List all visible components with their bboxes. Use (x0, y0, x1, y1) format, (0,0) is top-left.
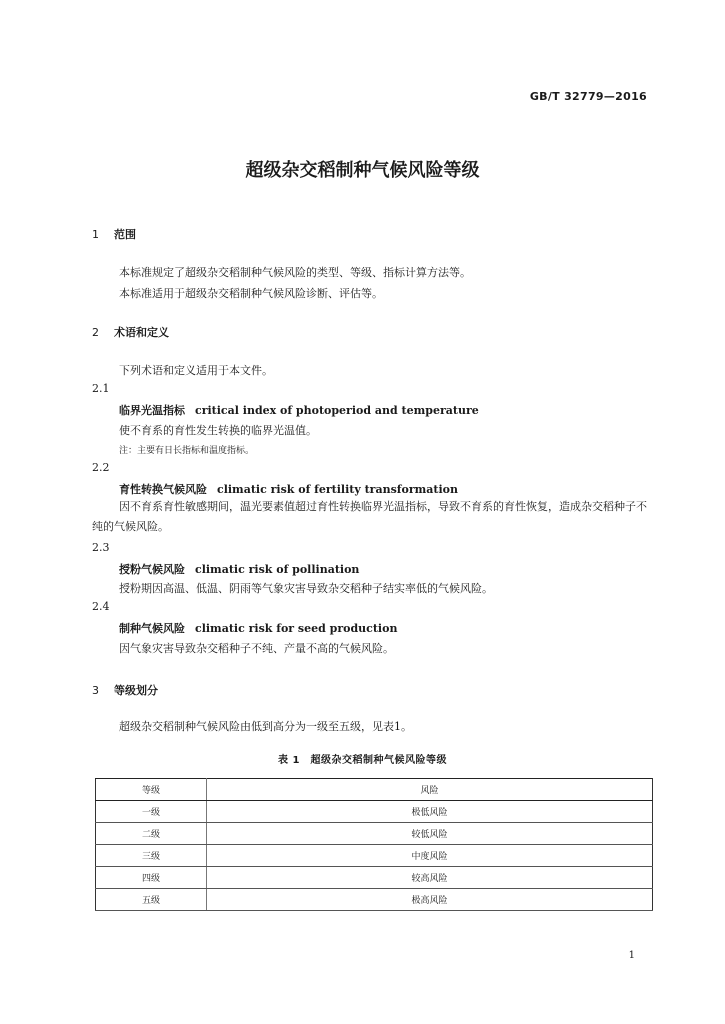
clause-number: 2.3 (92, 541, 110, 554)
document-title: 超级杂交稻制种气候风险等级 (245, 160, 480, 181)
section-title: 术语和定义 (114, 326, 169, 339)
section-number: 1 (92, 228, 99, 241)
grade-cell: 五级 (96, 889, 207, 911)
term-definition: 因气象灾害导致杂交稻种子不纯、产量不高的气候风险。 (119, 642, 394, 655)
term-definition: 因不育系育性敏感期间，温光要素值超过育性转换临界光温指标，导致不育系的育性恢复，造成杂交稻种子不纯的气候风险。 (92, 500, 647, 533)
column-header: 风险 (207, 779, 653, 801)
table-header-row (96, 779, 653, 801)
section-heading-scope (92, 226, 136, 242)
term-zh: 临界光温指标 (119, 404, 185, 417)
grade-cell: 一级 (96, 801, 207, 823)
clause-number: 2.2 (92, 461, 110, 474)
table-row (96, 867, 653, 889)
grades-intro: 超级杂交稻制种气候风险由低到高分为一级至五级，见表1。 (119, 720, 412, 733)
column-header: 等级 (96, 779, 207, 801)
term-en: climatic risk of fertility transformation (217, 483, 458, 496)
section-heading-grades (92, 682, 158, 698)
term-zh: 制种气候风险 (119, 622, 185, 635)
term-en: critical index of photoperiod and temperature (195, 404, 479, 417)
risk-cell: 较高风险 (207, 867, 653, 889)
term-definition: 使不育系的育性发生转换的临界光温值。 (119, 424, 317, 437)
scope-paragraph-1: 本标准规定了超级杂交稻制种气候风险的类型、等级、指标计算方法等。 (119, 266, 471, 279)
risk-grade-table (95, 778, 653, 911)
section-heading-terms (92, 324, 169, 340)
term-en: climatic risk for seed production (195, 622, 398, 635)
table-row (96, 845, 653, 867)
term-entry (119, 561, 359, 577)
term-note: 注：主要有日长指标和温度指标。 (119, 446, 255, 456)
table-row (96, 801, 653, 823)
table-caption: 表 1 超级杂交稻制种气候风险等级 (278, 755, 447, 766)
term-entry (119, 402, 479, 418)
grade-cell: 四级 (96, 867, 207, 889)
table-row (96, 889, 653, 911)
section-title: 等级划分 (114, 684, 158, 697)
standard-code: GB/T 32779—2016 (529, 90, 647, 103)
section-title: 范围 (114, 228, 136, 241)
grade-cell: 二级 (96, 823, 207, 845)
section-number: 3 (92, 684, 99, 697)
term-zh: 授粉气候风险 (119, 563, 185, 576)
risk-cell: 中度风险 (207, 845, 653, 867)
term-zh: 育性转换气候风险 (119, 483, 207, 496)
terms-intro: 下列术语和定义适用于本文件。 (119, 364, 273, 377)
table-row (96, 823, 653, 845)
term-entry (119, 481, 458, 497)
risk-cell: 极高风险 (207, 889, 653, 911)
grade-cell: 三级 (96, 845, 207, 867)
risk-cell: 较低风险 (207, 823, 653, 845)
term-en: climatic risk of pollination (195, 563, 360, 576)
term-entry (119, 620, 397, 636)
section-number: 2 (92, 326, 99, 339)
page-number: 1 (628, 950, 635, 961)
term-definition: 授粉期因高温、低温、阴雨等气象灾害导致杂交稻种子结实率低的气候风险。 (119, 582, 493, 595)
clause-number: 2.4 (92, 600, 110, 613)
clause-number: 2.1 (92, 382, 110, 395)
risk-cell: 极低风险 (207, 801, 653, 823)
scope-paragraph-2: 本标准适用于超级杂交稻制种气候风险诊断、评估等。 (119, 287, 383, 300)
